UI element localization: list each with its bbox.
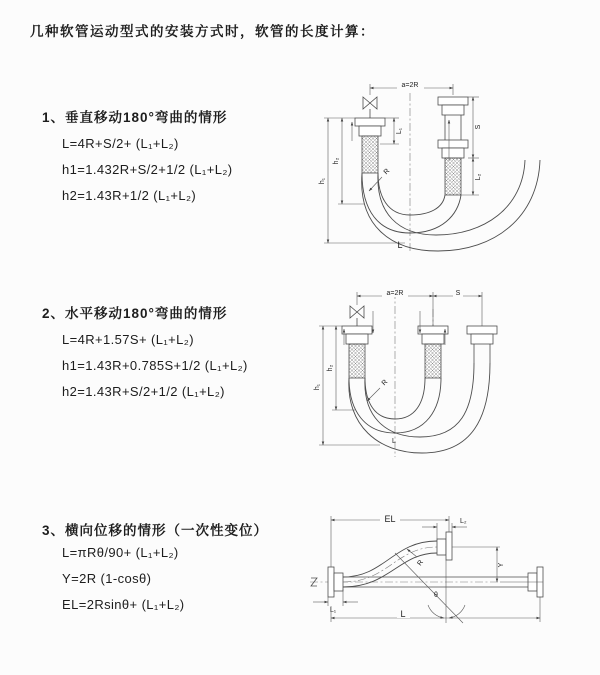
dim-label-l1: L₁ bbox=[329, 607, 337, 614]
dim-label-s: S bbox=[475, 124, 482, 130]
section2-formula-h1: h1=1.43R+0.785S+1/2 (L₁+L₂) bbox=[62, 358, 248, 373]
dim-label-el: EL bbox=[384, 514, 396, 524]
dimension-a2r bbox=[357, 289, 482, 326]
section2-formula-h2: h2=1.43R+S/2+1/2 (L₁+L₂) bbox=[62, 384, 225, 399]
dim-label-h2: h₂ bbox=[333, 157, 340, 165]
dim-label-h2: h₂ bbox=[327, 364, 334, 372]
section3-formula-L: L=πRθ/90+ (L₁+L₂) bbox=[62, 545, 179, 560]
valve-icon bbox=[350, 306, 364, 318]
displaced-flange bbox=[437, 532, 452, 560]
section2-heading: 2、水平移动180°弯曲的情形 bbox=[42, 306, 228, 321]
section1-formula-h2: h2=1.43R+1/2 (L₁+L₂) bbox=[62, 188, 197, 203]
left-flange bbox=[328, 567, 343, 597]
dim-label-l: L bbox=[392, 438, 396, 445]
diagram-lateral-displacement bbox=[300, 505, 600, 660]
section3-heading: 3、横向位移的情形（一次性变位） bbox=[42, 523, 269, 538]
dim-label-s: S bbox=[455, 290, 461, 297]
dim-label-r: R bbox=[382, 167, 392, 177]
page-title: 几种软管运动型式的安装方式时，软管的长度计算： bbox=[30, 24, 375, 39]
dimension-s bbox=[433, 289, 482, 297]
section2-formula-L: L=4R+1.57S+ (L₁+L₂) bbox=[62, 332, 194, 347]
right-pipe-flange bbox=[467, 326, 497, 363]
diagram-vertical-180-bend bbox=[310, 65, 590, 255]
right-pipe-flanges bbox=[438, 97, 468, 195]
dim-label-theta: θ bbox=[434, 592, 438, 599]
braided-hose-section bbox=[349, 344, 365, 378]
dimension-l1 bbox=[313, 589, 358, 614]
section3-formula-EL: EL=2Rsinθ+ (L₁+L₂) bbox=[62, 597, 185, 612]
dim-label-y: Y bbox=[498, 562, 505, 568]
braided-hose-section bbox=[362, 136, 378, 173]
dim-label-a2r: a=2R bbox=[401, 82, 419, 89]
section1-formula-L: L=4R+S/2+ (L₁+L₂) bbox=[62, 136, 179, 151]
left-pipe-flange bbox=[342, 326, 372, 378]
braided-hose-section bbox=[445, 158, 461, 195]
dimension-l2 bbox=[461, 158, 482, 195]
dim-label-h1: h₁ bbox=[319, 177, 326, 185]
dimension-a2r bbox=[370, 80, 453, 95]
braided-hose-section bbox=[425, 344, 441, 378]
section1-heading: 1、垂直移动180°弯曲的情形 bbox=[42, 110, 228, 125]
dim-label-l: L bbox=[397, 240, 403, 250]
dimension-l bbox=[331, 597, 540, 622]
dim-label-l2: L₂ bbox=[475, 173, 482, 181]
diagram-horizontal-180-bend bbox=[310, 283, 590, 463]
radius-callout bbox=[407, 549, 425, 567]
left-pipe-flange bbox=[355, 118, 385, 173]
dim-label-h1: h₁ bbox=[314, 383, 321, 391]
section3-formula-Y: Y=2R (1-cosθ) bbox=[62, 571, 152, 586]
middle-pipe-flange bbox=[418, 326, 448, 378]
dim-label-l1: L₁ bbox=[396, 127, 403, 135]
dim-label-r: R bbox=[416, 559, 426, 568]
dimension-s bbox=[468, 97, 482, 158]
dim-label-a2r: a=2R bbox=[386, 290, 404, 297]
dim-label-r: R bbox=[380, 378, 390, 388]
dim-label-l2: L₂ bbox=[460, 518, 467, 525]
radius-callout bbox=[367, 379, 389, 401]
hose-u-curves bbox=[349, 363, 490, 453]
section1-formula-h1: h1=1.432R+S/2+1/2 (L₁+L₂) bbox=[62, 162, 233, 177]
dim-label-l-main: L bbox=[400, 609, 406, 619]
dimension-l2 bbox=[422, 518, 467, 539]
valve-icon bbox=[363, 97, 377, 109]
